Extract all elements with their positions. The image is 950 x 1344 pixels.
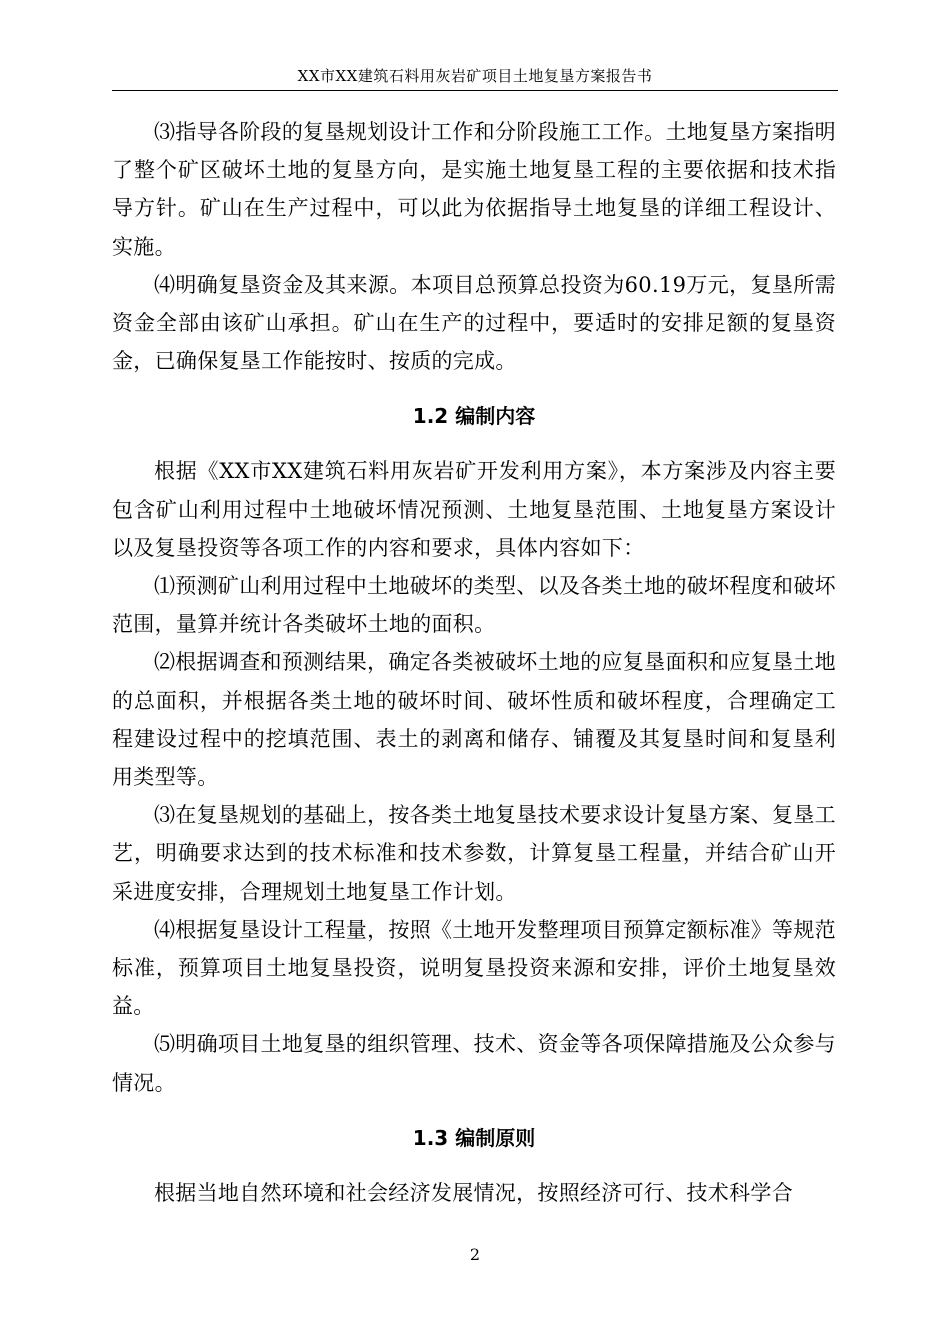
- paragraph-item-3: ⑶在复垦规划的基础上，按各类土地复垦技术要求设计复垦方案、复垦工艺，明确要求达到的技术标准和技术参数，计算复垦工程量，并结合矿山开采进度安排，合理规划土地复垦工作计划。: [112, 803, 836, 904]
- document-body: [112, 113, 836, 1212]
- section-heading-compilation-content: 1.2 编制内容: [412, 404, 536, 429]
- header-divider: [112, 90, 838, 91]
- paragraph-item-4: ⑷根据复垦设计工程量，按照《土地开发整理项目预算定额标准》等规范标准，预算项目土地复垦投资，说明复垦投资来源和安排，评价土地复垦效益。: [112, 917, 836, 1019]
- paragraph-item-5: ⑸明确项目土地复垦的组织管理、技术、资金等各项保障措施及公众参与情况。: [112, 1032, 836, 1095]
- paragraph-content-intro: 根据《XX市XX建筑石料用灰岩矿开发利用方案》，本方案涉及内容主要包含矿山利用过程中土地破坏情况预测、土地复垦范围、土地复垦方案设计以及复垦投资等各项工作的内容和要求，具体内容如下：: [112, 459, 836, 560]
- page-header-title: XX市XX建筑石料用灰岩矿项目土地复垦方案报告书: [297, 67, 653, 85]
- paragraph-item-1: ⑴预测矿山利用过程中土地破坏的类型、以及各类土地的破坏程度和破坏范围，量算并统计各类破坏土地的面积。: [112, 574, 836, 637]
- paragraph-item-2: ⑵根据调查和预测结果，确定各类被破坏土地的应复垦面积和应复垦土地的总面积，并根据各类土地的破坏时间、破坏性质和破坏程度，合理确定工程建设过程中的挖填范围、表土的剥离和储存、铺覆及其复垦时间和复垦利用类型等。: [112, 650, 836, 790]
- paragraph-guidance: ⑶指导各阶段的复垦规划设计工作和分阶段施工工作。土地复垦方案指明了整个矿区破坏土地的复垦方向，是实施土地复垦工程的主要依据和技术指导方针。矿山在生产过程中，可以此为依据指导土地复垦的详细工程设计、实施。: [112, 120, 836, 259]
- page-number: 2: [469, 1245, 481, 1264]
- paragraph-principles-intro: 根据当地自然环境和社会经济发展情况，按照经济可行、技术科学合: [154, 1180, 793, 1205]
- paragraph-funding: ⑷明确复垦资金及其来源。本项目总预算总投资为60.19万元，复垦所需资金全部由该矿山承担。矿山在生产的过程中，要适时的安排足额的复垦资金，已确保复垦工作能按时、按质的完成。: [112, 272, 836, 374]
- section-heading-compilation-principles: 1.3 编制原则: [412, 1125, 536, 1150]
